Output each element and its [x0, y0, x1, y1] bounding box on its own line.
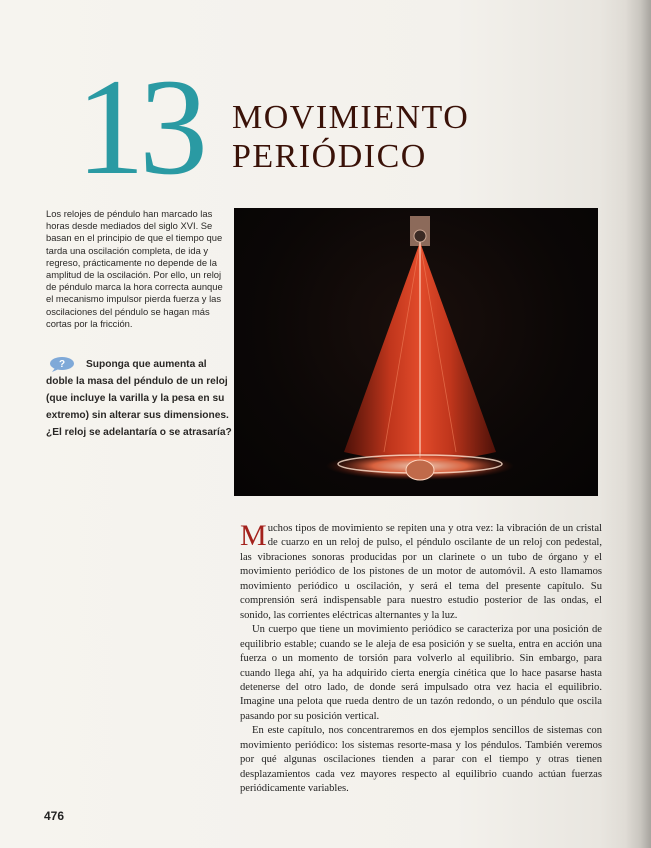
- paragraph-1-text: uchos tipos de movimiento se repiten una y otra vez: la vibración de un cristal de cuarzo en un reloj de pulso, el péndulo oscilante de un reloj con pedestal, las vibraciones sonoras producidas por un clarinete o un tubo de órgano y el movimiento periódico de los pistones de un motor de automóvil. A esto llamamos movimiento periódico u oscilación, y será el tema del presente capítulo. Su comprensión será indispensable para nuestro estudio posterior de las ondas, el sonido, las corrientes eléctricas alternantes y la luz.: [240, 523, 602, 621]
- chapter-number: 13: [76, 50, 202, 203]
- paragraph-2: Un cuerpo que tiene un movimiento periódico se caracteriza por una posición de equilibrio estable; cuando se le aleja de esa posición y se suelta, entra en acción una fuerza o un momento de torsión para volverlo al equilibrio. Sin embargo, para cuando llega ahí, ya ha adquirido cierta energía cinética que lo hace pasarse hasta detenerse del otro lado, de donde será impulsado otra vez hacia el equilibrio. Imagine una pelota que rueda dentro de un tazón redondo, o un péndulo que oscila pasando por su posición vertical.: [240, 624, 602, 722]
- chapter-title: [232, 98, 469, 176]
- page-number: 476: [44, 809, 65, 823]
- question-bubble-icon: [49, 356, 75, 372]
- question-text: Suponga que aumenta al doble la masa del péndulo de un reloj (que incluye la varilla y la pesa en su extremo) sin alterar sus dimensiones. ¿El reloj se adelantaría o se atrasaría?: [46, 359, 232, 438]
- sidebar-intro-text: Los relojes de péndulo han marcado las horas desde mediados del siglo XVI. Se basan en el principio de que el tiempo que tarda una oscilación completa, de ida y regreso, prácticamente no depende de la amplitud de la oscilación. Por ello, un reloj de péndulo marca la hora correcta aunque el mecanismo impulsor pierda fuerza y las oscilaciones del péndulo se hagan más cortas por la fricción.: [46, 208, 223, 329]
- sidebar-question: [46, 356, 232, 441]
- paragraph-3: En este capítulo, nos concentraremos en dos ejemplos sencillos de sistemas con movimiento periódico: los sistemas resorte-masa y los péndulos. También veremos por qué algunas oscilaciones tienden a parar con el tiempo y otras tienen desplazamientos cada vez mayores respecto al equilibrio cuando actúan fuerzas periódicamente variables.: [240, 725, 602, 795]
- svg-text:?: ?: [58, 359, 66, 370]
- drop-cap: M: [240, 519, 267, 552]
- chapter-title-line-1: MOVIMIENTO: [232, 99, 470, 136]
- chapter-title-line-2: PERIÓDICO: [232, 138, 427, 175]
- pendulum-illustration: [234, 208, 598, 496]
- pendulum-photo: [234, 208, 598, 496]
- page-spine-shadow: [625, 0, 651, 848]
- paragraph-1: [240, 519, 602, 623]
- body-text: [240, 519, 602, 797]
